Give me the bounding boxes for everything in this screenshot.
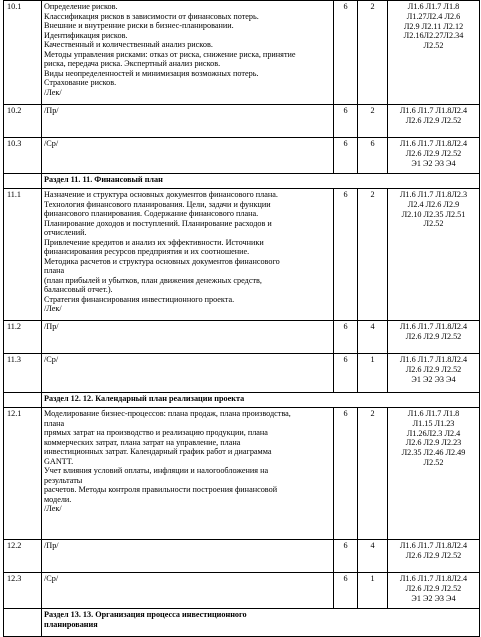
curriculum-table xyxy=(3,0,480,637)
literature-line: Л1.6 Л1.7 Л1.8Л2.3 xyxy=(399,190,468,199)
topic-line: (план прибылей и убытков, план движения денежных средств, xyxy=(44,275,262,285)
topic-line: Методы управления рисками: отказ от риска, снижение риска, принятие xyxy=(44,49,296,59)
topic-line: модели. xyxy=(44,494,72,504)
topic-line: Внешние и внутренние риски в бизнес-планировании. xyxy=(44,21,234,30)
lesson-number: 11.3 xyxy=(4,354,42,393)
topic-line: Классификация рисков в зависимости от финансовых потерь. xyxy=(44,11,259,21)
table-row xyxy=(4,1,480,105)
table-row xyxy=(4,354,480,393)
topic-line: Моделирование бизнес-процессов: плана продаж, плана производства, xyxy=(44,409,291,418)
semester-cell: 6 xyxy=(334,1,358,105)
literature-line: Л1.6 Л1.7 Л1.8Л2.4 xyxy=(399,106,468,115)
literature-line: Л1.26Л2.3 Л2.4 xyxy=(406,428,461,438)
literature-line: Л2.6 Л2.9 Л2.52 xyxy=(405,148,462,158)
topic-line: /Лек/ xyxy=(44,504,62,513)
literature-cell xyxy=(388,138,480,174)
hours-cell: 2 xyxy=(358,105,388,138)
semester-cell: 6 xyxy=(334,189,358,321)
literature-line: Л2.10 Л2.35 Л2.51 xyxy=(401,209,466,219)
hours-cell: 1 xyxy=(358,354,388,393)
lesson-number: 11.1 xyxy=(4,189,42,321)
topic-line: /Лек/ xyxy=(44,87,62,97)
lesson-number: 12.3 xyxy=(4,573,42,609)
topic-line: GANTT. xyxy=(44,456,74,466)
semester-cell: 6 xyxy=(334,573,358,609)
literature-cell xyxy=(388,573,480,609)
hours-cell: 1 xyxy=(358,573,388,609)
topic-line: Определение рисков. xyxy=(44,2,118,11)
literature-line: Л1.6 Л1.7 Л1.8 xyxy=(407,2,460,11)
literature-line: Л2.52 xyxy=(423,41,444,51)
semester-cell: 6 xyxy=(334,408,358,540)
literature-line: Л1.6 Л1.7 Л1.8 xyxy=(407,409,460,418)
topic-line: результаты xyxy=(44,475,83,485)
literature-line: Л2.6 Л2.9 Л2.52 xyxy=(405,583,462,593)
lesson-number: 10.1 xyxy=(4,1,42,105)
lesson-topic xyxy=(42,408,334,540)
topic-line: финансового планирования. Содержание финансового плана. xyxy=(44,209,259,218)
literature-line: Л2.52 xyxy=(423,219,444,229)
literature-line: Л1.6 Л1.7 Л1.8Л2.4 xyxy=(399,355,468,364)
table-row xyxy=(4,105,480,138)
section-row xyxy=(4,174,480,189)
section-title-line: Раздел 11. 11. Финансовый план xyxy=(44,175,163,184)
literature-cell xyxy=(388,354,480,393)
semester-cell: 6 xyxy=(334,540,358,573)
topic-line: Планирование доходов и поступлений. Планирование расходов и xyxy=(44,218,272,228)
lesson-topic xyxy=(42,105,334,138)
hours-cell: 2 xyxy=(358,1,388,105)
topic-line: прямых затрат на производство и реализацию продукции, плана xyxy=(44,428,268,437)
literature-line: Л1.6 Л1.7 Л1.8Л2.4 xyxy=(399,574,468,583)
section-title-line: Раздел 12. 12. Календарный план реализации проекта xyxy=(44,394,245,403)
topic-line: Методика расчетов и структура основных документов финансового xyxy=(44,256,280,266)
lesson-number: 11.2 xyxy=(4,321,42,354)
topic-line: Стратегия финансирования инвестиционного проекта. xyxy=(44,294,235,304)
lesson-topic xyxy=(42,1,334,105)
literature-line: Л1.6 Л1.7 Л1.8Л2.4 xyxy=(399,139,468,148)
literature-line: Л2.6 Л2.9 Л2.23 xyxy=(405,438,462,448)
section-row xyxy=(4,393,480,408)
table-row xyxy=(4,408,480,540)
topic-line: отчислений. xyxy=(44,228,87,237)
lesson-topic xyxy=(42,354,334,393)
lesson-number: 10.2 xyxy=(4,105,42,138)
literature-cell xyxy=(388,408,480,540)
literature-line: Э1 Э2 Э3 Э4 xyxy=(411,593,456,603)
topic-line: балансовый отчет.). xyxy=(44,285,113,294)
topic-line: Технология финансового планирования. Цели, задачи и функции xyxy=(44,199,271,209)
literature-cell xyxy=(388,1,480,105)
literature-line: Л1.6 Л1.7 Л1.8Л2.4 xyxy=(399,541,468,550)
topic-line: инвестиционных затрат. Календарный график работ и диаграмма xyxy=(44,447,272,456)
literature-cell xyxy=(388,189,480,321)
topic-line: /Пр/ xyxy=(44,541,59,550)
section-title-line: планирования xyxy=(44,619,98,629)
topic-line: Идентификация рисков. xyxy=(44,30,128,40)
literature-line: Л1.15 Л1.23 xyxy=(412,418,455,428)
lesson-topic xyxy=(42,540,334,573)
section-number-cell xyxy=(4,174,42,189)
topic-line: риска, передача риска. Экспертный анализ рисков. xyxy=(44,59,221,68)
literature-line: Л2.6 Л2.9 Л2.52 xyxy=(405,331,462,341)
literature-line: Л1.6 Л1.7 Л1.8Л2.4 xyxy=(399,322,468,331)
topic-line: Привлечение кредитов и анализ их эффективности. Источники xyxy=(44,237,264,247)
semester-cell: 6 xyxy=(334,105,358,138)
literature-line: Л2.6 Л2.9 Л2.52 xyxy=(405,115,462,125)
topic-line: /Ср/ xyxy=(44,355,59,364)
table-row xyxy=(4,189,480,321)
literature-line: Л2.52 xyxy=(423,457,444,467)
topic-line: /Пр/ xyxy=(44,106,59,115)
lesson-topic xyxy=(42,138,334,174)
literature-line: Л2.4 Л2.6 Л2.9 xyxy=(407,199,460,209)
semester-cell: 6 xyxy=(334,321,358,354)
literature-line: Л2.6 Л2.9 Л2.52 xyxy=(405,550,462,560)
section-row xyxy=(4,609,480,637)
table-row xyxy=(4,138,480,174)
topic-line: финансирования ресурсов предприятия и их соотношение. xyxy=(44,247,250,256)
section-title xyxy=(42,393,480,408)
topic-line: коммерческих затрат, плана затрат на управление, плана xyxy=(44,437,241,447)
section-title xyxy=(42,609,480,637)
lesson-topic xyxy=(42,321,334,354)
lesson-number: 12.2 xyxy=(4,540,42,573)
topic-line: плана xyxy=(44,266,65,275)
literature-cell xyxy=(388,105,480,138)
lesson-topic xyxy=(42,573,334,609)
topic-line: Качественный и количественный анализ рисков. xyxy=(44,40,213,49)
semester-cell: 6 xyxy=(334,138,358,174)
topic-line: расчетов. Методы контроля правильности построения финансовой xyxy=(44,485,278,494)
topic-line: /Ср/ xyxy=(44,139,59,148)
section-number-cell xyxy=(4,393,42,408)
literature-line: Э1 Э2 Э3 Э4 xyxy=(411,374,456,384)
literature-line: Л2.16Л2.27Л2.34 xyxy=(403,31,464,41)
topic-line: Назначение и структура основных документов финансового плана. xyxy=(44,190,278,199)
lesson-number: 10.3 xyxy=(4,138,42,174)
literature-line: Л2.35 Л2.46 Л2.49 xyxy=(401,448,466,458)
section-number-cell xyxy=(4,609,42,637)
topic-line: /Ср/ xyxy=(44,574,59,583)
topic-line: Учет влияния условий оплаты, инфляции и налогообложения на xyxy=(44,466,269,475)
topic-line: Страхование рисков. xyxy=(44,78,117,87)
hours-cell: 6 xyxy=(358,138,388,174)
table-row xyxy=(4,321,480,354)
topic-line: плана xyxy=(44,418,65,428)
table-row xyxy=(4,573,480,609)
table-row xyxy=(4,540,480,573)
hours-cell: 2 xyxy=(358,189,388,321)
hours-cell: 4 xyxy=(358,540,388,573)
hours-cell: 2 xyxy=(358,408,388,540)
semester-cell: 6 xyxy=(334,354,358,393)
literature-line: Э1 Э2 Э3 Э4 xyxy=(411,158,456,168)
literature-line: Л2.6 Л2.9 Л2.52 xyxy=(405,364,462,374)
topic-line: Виды неопределенностей и минимизация возможных потерь. xyxy=(44,68,259,78)
section-title xyxy=(42,174,480,189)
lesson-topic xyxy=(42,189,334,321)
literature-cell xyxy=(388,321,480,354)
section-title-line: Раздел 13. 13. Организация процесса инвестиционного xyxy=(44,610,247,619)
topic-line: /Лек/ xyxy=(44,304,62,313)
hours-cell: 4 xyxy=(358,321,388,354)
literature-cell xyxy=(388,540,480,573)
literature-line: Л1.27Л2.4 Л2.6 xyxy=(406,11,461,21)
lesson-number: 12.1 xyxy=(4,408,42,540)
topic-line: /Пр/ xyxy=(44,322,59,331)
literature-line: Л2.9 Л2.11 Л2.12 xyxy=(403,21,464,31)
